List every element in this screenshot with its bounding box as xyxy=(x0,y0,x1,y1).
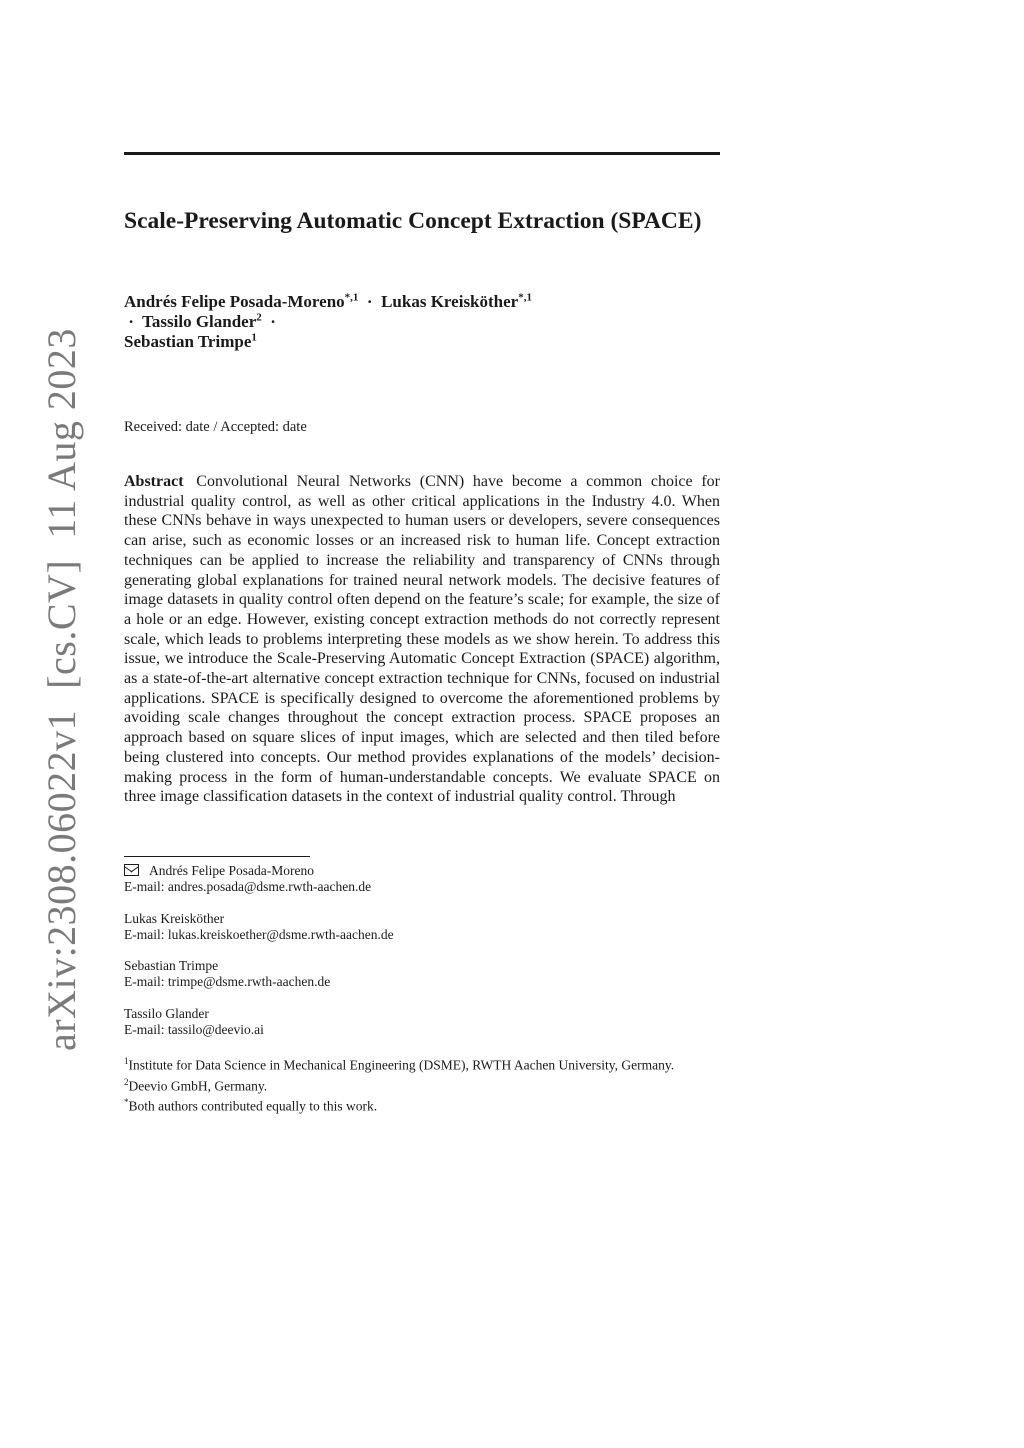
paper-title: Scale-Preserving Automatic Concept Extraction (SPACE) xyxy=(124,208,702,234)
affiliation-item xyxy=(124,1074,720,1095)
affiliation-text: Both authors contributed equally to this work. xyxy=(128,1098,378,1114)
contact-email[interactable]: E-mail: trimpe@dsme.rwth-aachen.de xyxy=(124,974,331,989)
affiliation-item xyxy=(124,1053,720,1074)
received-accepted-line: Received: date / Accepted: date xyxy=(124,419,307,435)
contact-name: Lukas Kreisköther xyxy=(124,910,225,926)
contact-list xyxy=(124,863,720,1053)
author-separator: · xyxy=(128,312,134,331)
contact-entry xyxy=(124,1006,720,1038)
author-separator: · xyxy=(270,312,276,331)
title-top-rule xyxy=(124,152,720,155)
author-mark: *,1 xyxy=(518,291,532,304)
author-mark: *,1 xyxy=(344,291,359,304)
arxiv-identifier[interactable]: arXiv:2308.06022v1 [cs.CV] 11 Aug 2023 xyxy=(39,328,84,1051)
affiliation-item xyxy=(124,1094,720,1115)
author-mark: 1 xyxy=(251,331,257,344)
affiliation-text: Deevio GmbH, Germany. xyxy=(128,1078,268,1093)
author-mark: 2 xyxy=(256,311,262,324)
author-name: Andrés Felipe Posada-Moreno xyxy=(124,292,345,311)
author-name: Tassilo Glander xyxy=(142,312,257,331)
contact-entry xyxy=(124,863,720,895)
contact-name: Sebastian Trimpe xyxy=(124,958,219,973)
contact-email[interactable]: E-mail: tassilo@deevio.ai xyxy=(124,1021,264,1037)
envelope-icon xyxy=(124,864,139,876)
affiliation-footnotes xyxy=(124,1053,720,1115)
contact-entry xyxy=(124,958,720,990)
author-list xyxy=(124,292,544,352)
contact-name: Andrés Felipe Posada-Moreno xyxy=(149,863,314,878)
author-name: Lukas Kreisköther xyxy=(381,292,519,311)
affiliation-mark: 1 xyxy=(124,1056,129,1066)
footnote-rule xyxy=(124,856,310,857)
abstract-heading: Abstract xyxy=(124,473,184,490)
contact-email[interactable]: E-mail: andres.posada@dsme.rwth-aachen.de xyxy=(124,879,372,894)
affiliation-mark: * xyxy=(124,1097,129,1107)
contact-entry xyxy=(124,911,720,943)
affiliation-text: Institute for Data Science in Mechanical Engineering (DSME), RWTH Aachen University, Germany. xyxy=(128,1057,675,1073)
author-name: Sebastian Trimpe xyxy=(124,332,252,351)
abstract xyxy=(124,472,720,807)
contact-name: Tassilo Glander xyxy=(124,1005,209,1021)
contact-email[interactable]: E-mail: lukas.kreiskoether@dsme.rwth-aachen.de xyxy=(124,926,394,942)
abstract-text: Convolutional Neural Networks (CNN) have become a common choice for industrial quality control, as well as other critical applications in the Industry 4.0. When these CNNs behave in ways unexpected to human users or developers, severe consequences can arise, such as economic losses or an increased risk to human life. Concept extraction techniques can be applied to increase the reliability and transparency of CNNs through generating global explanations for trained neural network models. The decisive features of image datasets in quality control often depend on the feature’s scale; for example, the size of a hole or an edge. However, existing concept extraction methods do not correctly represent scale, which leads to problems interpreting these models as we show herein. To address this issue, we introduce the Scale-Preserving Automatic Concept Extraction (SPACE) algorithm, as a state-of-the-art alternative concept extraction technique for CNNs, focused on industrial applications. SPACE is specifically designed to overcome the aforementioned problems by avoiding scale changes throughout the concept extraction process. SPACE proposes an approach based on square slices of input images, which are selected and then tiled before being clustered into concepts. Our method provides explanations of the models’ decision-making process in the form of human-understandable concepts. We evaluate SPACE on three image classification datasets in the context of industrial quality control. Through xyxy=(124,473,721,806)
affiliation-mark: 2 xyxy=(124,1076,129,1087)
author-separator: · xyxy=(366,292,373,311)
